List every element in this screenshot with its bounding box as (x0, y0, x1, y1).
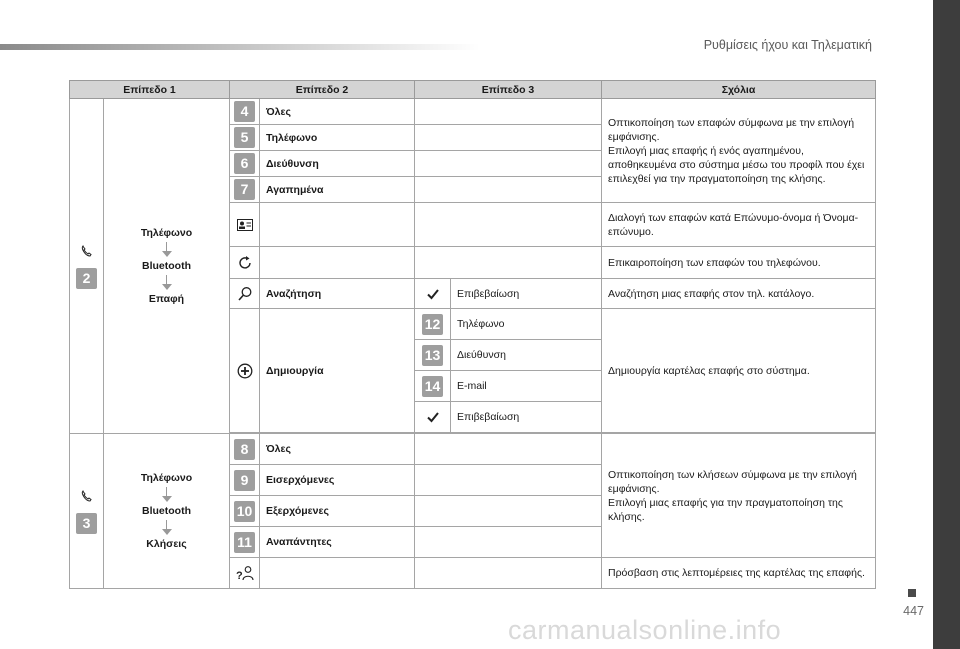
level3-confirm: Επιβεβαίωση (451, 279, 602, 309)
comment-details: Πρόσβαση στις λεπτομέρειες της καρτέλας της επαφής. (602, 558, 876, 589)
level2-phone: Τηλέφωνο (260, 125, 415, 151)
path-bluetooth: Bluetooth (142, 260, 191, 272)
level2-missed: Αναπάντητες (260, 527, 415, 558)
svg-text:?: ? (235, 570, 243, 581)
header-level3: Επίπεδο 3 (415, 81, 602, 99)
badge-5: 5 (234, 127, 255, 148)
contact-card-icon (237, 219, 253, 231)
table-header-row (70, 81, 876, 99)
level2-all: Όλες (260, 99, 415, 125)
badge-9: 9 (234, 470, 255, 491)
level2-outgoing: Εξερχόμενες (260, 496, 415, 527)
badge-2: 2 (76, 268, 97, 289)
level2-favorites: Αγαπημένα (260, 177, 415, 203)
badge-3: 3 (76, 513, 97, 534)
page-number: 447 (903, 604, 924, 618)
table-row (70, 434, 876, 465)
search-icon (237, 286, 253, 302)
arrow-down-icon (162, 251, 172, 257)
comment-calls-view: Οπτικοποίηση των κλήσεων σύμφωνα με την επιλογή εμφάνισης. Επιλογή μιας επαφής για την πραγματοποίηση της κλήσης. (602, 434, 876, 558)
badge-8: 8 (234, 439, 255, 460)
add-circle-icon (237, 363, 253, 379)
chapter-side-bar (933, 0, 960, 649)
checkmark-icon (427, 411, 439, 423)
level3-email: E-mail (451, 371, 602, 402)
level2-search: Αναζήτηση (260, 279, 415, 309)
page-header-title: Ρυθμίσεις ήχου και Τηλεματική (703, 38, 872, 52)
arrow-down-icon (162, 529, 172, 535)
badge-7: 7 (234, 179, 255, 200)
badge-4: 4 (234, 101, 255, 122)
header-gradient-bar (0, 44, 480, 50)
watermark: carmanualsonline.info (508, 615, 782, 645)
arrow-down-icon (162, 496, 172, 502)
contact-details-icon (235, 565, 255, 581)
phone-handset-icon (80, 244, 94, 258)
level3-phone: Τηλέφωνο (451, 309, 602, 340)
badge-13: 13 (422, 345, 443, 366)
comment-contacts-view: Οπτικοποίηση των επαφών σύμφωνα με την επιλογή εμφάνισης. Επιλογή μιας επαφής ή ενός αγαπημένου, αποθηκευμένα στο σύστημα μέσω του προφίλ που έχει επιλεχθεί για την πραγματοποίηση της κλήσης. (602, 99, 876, 203)
path-calls: Κλήσεις (146, 538, 187, 550)
level2-all-calls: Όλες (260, 434, 415, 465)
badge-10: 10 (234, 501, 255, 522)
header-comments: Σχόλια (602, 81, 876, 99)
badge-6: 6 (234, 153, 255, 174)
level2-create: Δημιουργία (260, 309, 415, 433)
path-contact: Επαφή (148, 293, 185, 305)
settings-table (69, 80, 876, 589)
header-level1: Επίπεδο 1 (70, 81, 230, 99)
badge-14: 14 (422, 376, 443, 397)
badge-12: 12 (422, 314, 443, 335)
path-phone: Τηλέφωνο (140, 472, 193, 484)
level2-incoming: Εισερχόμενες (260, 465, 415, 496)
path-bluetooth: Bluetooth (142, 505, 191, 517)
badge-11: 11 (234, 532, 255, 553)
header-level2: Επίπεδο 2 (230, 81, 415, 99)
level2-address: Διεύθυνση (260, 151, 415, 177)
table-row (70, 99, 876, 125)
checkmark-icon (427, 288, 439, 300)
path-phone: Τηλέφωνο (140, 227, 193, 239)
phone-handset-icon (80, 489, 94, 503)
comment-create: Δημιουργία καρτέλας επαφής στο σύστημα. (602, 309, 876, 433)
level3-confirm-create: Επιβεβαίωση (451, 402, 602, 433)
comment-sort: Διαλογή των επαφών κατά Επώνυμο-όνομα ή Όνομα-επώνυμο. (602, 203, 876, 247)
page-marker (908, 589, 916, 597)
level1-cell-calls (70, 434, 104, 589)
comment-refresh: Επικαιροποίηση των επαφών του τηλεφώνου. (602, 247, 876, 279)
level1-cell-contacts (70, 99, 104, 434)
arrow-down-icon (162, 284, 172, 290)
level1-path-contacts (104, 99, 230, 434)
level1-path-calls (104, 434, 230, 589)
comment-search: Αναζήτηση μιας επαφής στον τηλ. κατάλογο. (602, 279, 876, 309)
refresh-icon (237, 255, 253, 271)
level3-address: Διεύθυνση (451, 340, 602, 371)
